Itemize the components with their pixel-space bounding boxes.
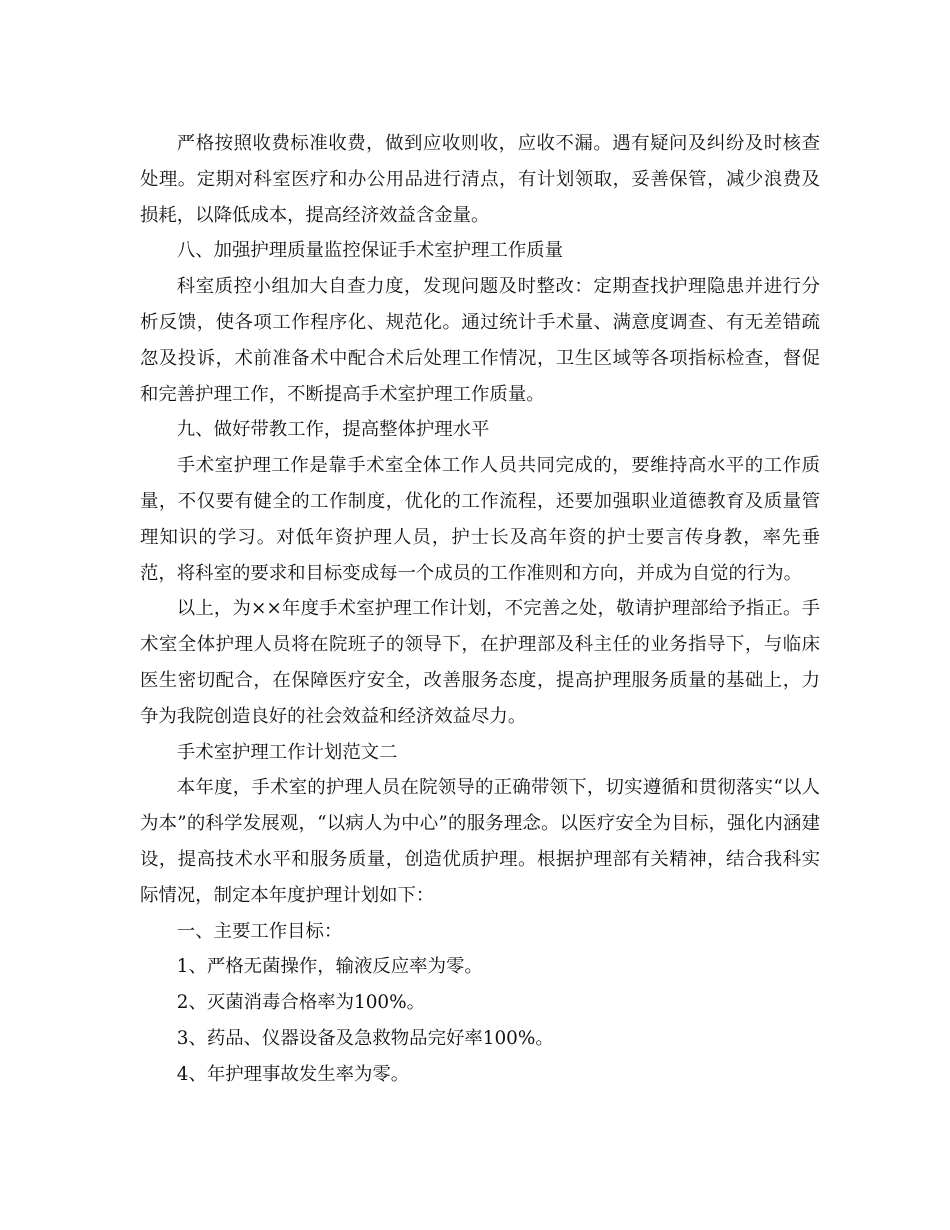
paragraph-quality-control: 科室质控小组加大自查力度，发现问题及时整改：定期查找护理隐患并进行分析反馈，使各项工作程序化、规范化。通过统计手术量、满意度调查、有无差错疏忽及投诉，术前准备术中配合术后处理工作情况，卫生区域等各项指标检查，督促和完善护理工作，不断提高手术室护理工作质量。 bbox=[140, 276, 820, 405]
heading-sample-two: 手术室护理工作计划范文二 bbox=[176, 741, 398, 763]
heading-section-9: 九、做好带教工作，提高整体护理水平 bbox=[176, 419, 490, 441]
list-item-goal-1: 1、严格无菌操作，输液反应率为零。 bbox=[176, 956, 483, 978]
paragraph-intro-sample-two: 本年度，手术室的护理人员在院领导的正确带领下，切实遵循和贯彻落实“以人为本”的科学发展观，“以病人为中心”的服务理念。以医疗安全为目标，强化内涵建设，提高技术水平和服务质量，创造优质护理。根据护理部有关精神，结合我科实际情况，制定本年度护理计划如下： bbox=[140, 777, 820, 906]
list-item-goal-3: 3、药品、仪器设备及急救物品完好率100%。 bbox=[176, 1027, 554, 1049]
paragraph-conclusion: 以上，为××年度手术室护理工作计划，不完善之处，敬请护理部给予指正。手术室全体护理人员将在院班子的领导下，在护理部及科主任的业务指导下，与临床医生密切配合，在保障医疗安全，改善服务态度，提高护理服务质量的基础上，力争为我院创造良好的社会效益和经济效益尽力。 bbox=[140, 598, 820, 727]
document-body bbox=[140, 126, 820, 1093]
heading-section-8: 八、加强护理质量监控保证手术室护理工作质量 bbox=[176, 240, 564, 262]
list-item-goal-4: 4、年护理事故发生率为零。 bbox=[176, 1063, 410, 1085]
heading-main-goals: 一、主要工作目标： bbox=[176, 920, 343, 942]
list-item-goal-2: 2、灭菌消毒合格率为100%。 bbox=[176, 992, 425, 1014]
paragraph-fee-management: 严格按照收费标准收费，做到应收则收，应收不漏。遇有疑问及纠纷及时核查处理。定期对科室医疗和办公用品进行清点，有计划领取，妥善保管，减少浪费及损耗，以降低成本，提高经济效益含金量。 bbox=[140, 133, 820, 226]
paragraph-teaching: 手术室护理工作是靠手术室全体工作人员共同完成的，要维持高水平的工作质量，不仅要有健全的工作制度，优化的工作流程，还要加强职业道德教育及质量管理知识的学习。对低年资护理人员，护士长及高年资的护士要言传身教，率先垂范，将科室的要求和目标变成每一个成员的工作准则和方向，并成为自觉的行为。 bbox=[140, 455, 820, 584]
